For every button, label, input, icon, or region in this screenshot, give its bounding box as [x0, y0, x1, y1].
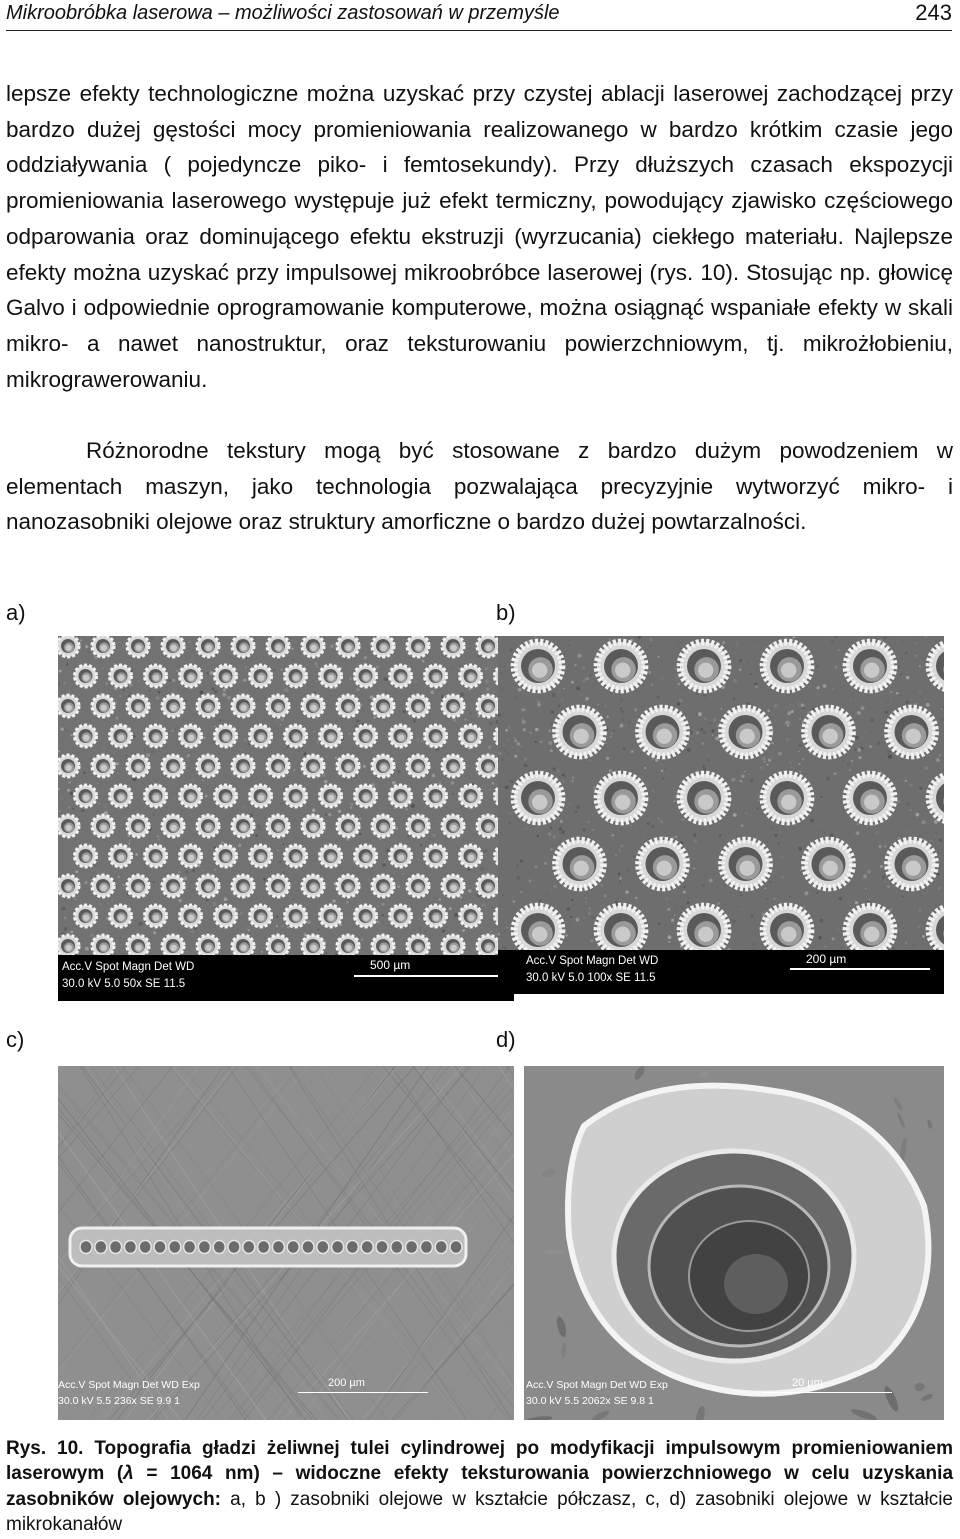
crater [477, 755, 499, 777]
sem-params-header-a: Acc.V Spot Magn Det WD [62, 961, 195, 973]
crater [92, 875, 114, 897]
crater [110, 845, 132, 867]
crater [460, 785, 482, 807]
sem-image-a [58, 636, 514, 1001]
sem-image-b [498, 636, 944, 994]
crater [372, 755, 394, 777]
crater [477, 636, 499, 657]
crater [215, 725, 237, 747]
crater [75, 905, 97, 927]
running-header [6, 0, 952, 31]
crater [477, 695, 499, 717]
crater [556, 708, 604, 756]
crater [145, 905, 167, 927]
crater [197, 935, 219, 957]
crater [232, 935, 254, 957]
crater [888, 840, 936, 888]
crater [460, 905, 482, 927]
crater [407, 636, 429, 657]
crater [110, 725, 132, 747]
scale-label-c: 200 µm [328, 1377, 365, 1389]
crater [58, 875, 79, 897]
crater [888, 708, 936, 756]
crater [197, 695, 219, 717]
crater [846, 774, 894, 822]
crater [680, 906, 728, 954]
crater [250, 725, 272, 747]
crater [250, 905, 272, 927]
crater [267, 636, 289, 657]
page-number: 243 [915, 0, 952, 25]
body-paragraph-1: lepsze efekty technologiczne można uzyskać przy czystej ablacji laserowej zachodzącej przy bardzo dużej gęstości mocy promieniowania realizowanego w bardzo krótkim czasie jego oddziaływania ( pojedyncze piko- i femtosekundy). Przy dłuższych czasach ekspozycji promieniowania laserowego występuje już efekt termiczny, powodujący zjawisko częściowego odparowania oraz dominującego efektu ekstruzji (wyrzucania) ciekłego materiału. Najlepsze efekty można uzyskać przy impulsowej mikroobróbce laserowej (rys. 10). Stosując np. głowicę Galvo i odpowiednie oprogramowanie komputerowe, można osiągnąć wspaniałe efekty w skali mikro- a nawet nanostruktur, oraz teksturowaniu powierzchniowym, tj. mikrożłobieniu, mikrograwerowaniu. [6, 81, 953, 392]
sem-micrograph-c [58, 1066, 514, 1420]
scale-bar-c [298, 1392, 428, 1393]
crater [285, 845, 307, 867]
crater [722, 840, 770, 888]
crater [477, 935, 499, 957]
crater [127, 695, 149, 717]
crater [75, 785, 97, 807]
crater [460, 665, 482, 687]
crater [92, 636, 114, 657]
crater [597, 774, 645, 822]
crater [639, 708, 687, 756]
crater [460, 845, 482, 867]
crater [197, 875, 219, 897]
panel-label-c: c) [6, 1027, 25, 1052]
crater [442, 636, 464, 657]
scale-bar-a [354, 975, 504, 977]
scale-label-d: 20 µm [792, 1377, 823, 1389]
crater [267, 875, 289, 897]
crater [460, 725, 482, 747]
crater [337, 875, 359, 897]
sem-params-values-b: 30.0 kV 5.0 100x SE 11.5 [526, 972, 656, 984]
crater [514, 774, 562, 822]
crater [302, 875, 324, 897]
sem-params-values-d: 30.0 kV 5.5 2062x SE 9.8 1 [526, 1395, 654, 1407]
crater [75, 665, 97, 687]
crater [58, 815, 79, 837]
crater [267, 815, 289, 837]
crater [197, 636, 219, 657]
crater [92, 935, 114, 957]
crater [680, 774, 728, 822]
crater [442, 815, 464, 837]
crater [75, 845, 97, 867]
crater [58, 935, 79, 957]
crater [162, 695, 184, 717]
crater [215, 845, 237, 867]
crater [58, 755, 79, 777]
caption-lambda: λ [123, 1463, 134, 1485]
crater [390, 725, 412, 747]
crater [232, 695, 254, 717]
sem-params-values-a: 30.0 kV 5.0 50x SE 11.5 [62, 978, 186, 990]
crater [285, 905, 307, 927]
crater [372, 695, 394, 717]
body-paragraph-2: Różnorodne tekstury mogą być stosowane z bardzo dużym powodzeniem w elementach maszyn, jako technologia pozwalająca precyzyjnie wytworzyć mikro- i nanozasobniki olejowe oraz struktury amorficzne o bardzo dużej powtarzalności. [6, 438, 953, 535]
crater [285, 785, 307, 807]
crater [425, 725, 447, 747]
crater [110, 665, 132, 687]
caption-number: Rys. 10. [6, 1438, 84, 1459]
sem-params-values-c: 30.0 kV 5.5 236x SE 9.9 1 [58, 1395, 181, 1407]
crater [232, 875, 254, 897]
crater [680, 642, 728, 690]
crater [232, 815, 254, 837]
crater [180, 785, 202, 807]
figure-caption [6, 1436, 953, 1537]
crater [320, 725, 342, 747]
sem-databar-d [524, 1374, 944, 1420]
sem-databar-a [58, 955, 514, 1001]
sem-image-c [58, 1066, 514, 1420]
crater [355, 905, 377, 927]
crater [197, 755, 219, 777]
caption-bold-text: Topografia gładzi żeliwnej tulei cylindrowej po modyfikacji impulsowym promieniowaniem laserowym ( [6, 1438, 953, 1485]
crater [145, 665, 167, 687]
crater [763, 906, 811, 954]
crater [145, 725, 167, 747]
crater [337, 935, 359, 957]
crater [846, 642, 894, 690]
crater [390, 845, 412, 867]
crater [407, 875, 429, 897]
crater [846, 906, 894, 954]
crater [763, 642, 811, 690]
crater [390, 905, 412, 927]
crater [337, 815, 359, 837]
crater [320, 785, 342, 807]
scale-label-b: 200 µm [806, 952, 847, 966]
crater [355, 785, 377, 807]
crater [215, 665, 237, 687]
crater [58, 695, 79, 717]
crater [442, 935, 464, 957]
panel-label-b: b) [496, 600, 516, 625]
sem-params-header-c: Acc.V Spot Magn Det WD Exp [58, 1379, 200, 1391]
crater [110, 785, 132, 807]
crater [514, 906, 562, 954]
crater [320, 665, 342, 687]
crater [162, 815, 184, 837]
crater [127, 755, 149, 777]
crater [390, 785, 412, 807]
crater [302, 935, 324, 957]
crater [337, 695, 359, 717]
crater [267, 935, 289, 957]
sem-micrograph-d [524, 1066, 944, 1420]
panel-label-a: a) [6, 600, 26, 625]
crater [390, 665, 412, 687]
crater [180, 725, 202, 747]
crater [355, 665, 377, 687]
micro-channel-groove [70, 1228, 466, 1266]
crater [110, 905, 132, 927]
sem-micrograph-a [58, 636, 514, 1001]
crater [180, 665, 202, 687]
scale-label-a: 500 µm [370, 958, 411, 972]
crater [250, 845, 272, 867]
crater [302, 636, 324, 657]
crater [285, 665, 307, 687]
crater [372, 636, 394, 657]
crater [355, 845, 377, 867]
crater [162, 636, 184, 657]
crater [442, 695, 464, 717]
sem-micrograph-b [498, 636, 944, 994]
crater [425, 785, 447, 807]
crater [215, 785, 237, 807]
crater [722, 708, 770, 756]
crater [597, 642, 645, 690]
crater [442, 755, 464, 777]
scale-bar-b [790, 968, 930, 970]
crater [372, 815, 394, 837]
crater [425, 845, 447, 867]
sem-databar-b [498, 950, 944, 994]
crater [337, 755, 359, 777]
crater [407, 755, 429, 777]
crater [127, 935, 149, 957]
crater [337, 636, 359, 657]
crater [302, 695, 324, 717]
crater [407, 815, 429, 837]
caption-bold-text-2: = 1064 nm) – widoczne efekty teksturowania powierzchniowego w celu uzyskania zasobników olejowych: [6, 1463, 954, 1510]
crater [162, 935, 184, 957]
crater [597, 906, 645, 954]
crater [372, 875, 394, 897]
crater [162, 755, 184, 777]
crater [514, 642, 562, 690]
crater [92, 815, 114, 837]
panel-label-d: d) [496, 1027, 516, 1052]
crater [92, 695, 114, 717]
crater [477, 875, 499, 897]
crater [442, 875, 464, 897]
crater [180, 905, 202, 927]
crater [267, 695, 289, 717]
crater [425, 665, 447, 687]
crater [285, 725, 307, 747]
crater [639, 840, 687, 888]
crater [372, 935, 394, 957]
sem-image-d [524, 1066, 944, 1420]
crater [197, 815, 219, 837]
crater [92, 755, 114, 777]
crater [232, 755, 254, 777]
crater [556, 840, 604, 888]
crater [162, 875, 184, 897]
crater [145, 785, 167, 807]
crater [250, 665, 272, 687]
crater [127, 636, 149, 657]
crater [805, 708, 853, 756]
crater [425, 905, 447, 927]
crater [477, 815, 499, 837]
crater [407, 935, 429, 957]
sem-params-header-b: Acc.V Spot Magn Det WD [526, 955, 659, 967]
crater [355, 725, 377, 747]
crater [763, 774, 811, 822]
caption-plain-text: a, b ) zasobniki olejowe w kształcie półczasz, c, d) zasobniki olejowe w kształcie mikrokanałów [6, 1488, 953, 1535]
sem-params-header-d: Acc.V Spot Magn Det WD Exp [526, 1379, 668, 1391]
crater [145, 845, 167, 867]
crater [180, 845, 202, 867]
crater [215, 905, 237, 927]
crater [75, 725, 97, 747]
crater [320, 845, 342, 867]
crater [302, 755, 324, 777]
scale-bar-d [762, 1392, 892, 1393]
crater [232, 636, 254, 657]
crater [250, 785, 272, 807]
crater [407, 695, 429, 717]
crater [805, 840, 853, 888]
crater [267, 755, 289, 777]
crater [320, 905, 342, 927]
crater [127, 815, 149, 837]
running-header-title: Mikroobróbka laserowa – możliwości zastosowań w przemyśle [6, 2, 560, 24]
crater [127, 875, 149, 897]
sem-databar-c [58, 1374, 514, 1420]
crater [302, 815, 324, 837]
